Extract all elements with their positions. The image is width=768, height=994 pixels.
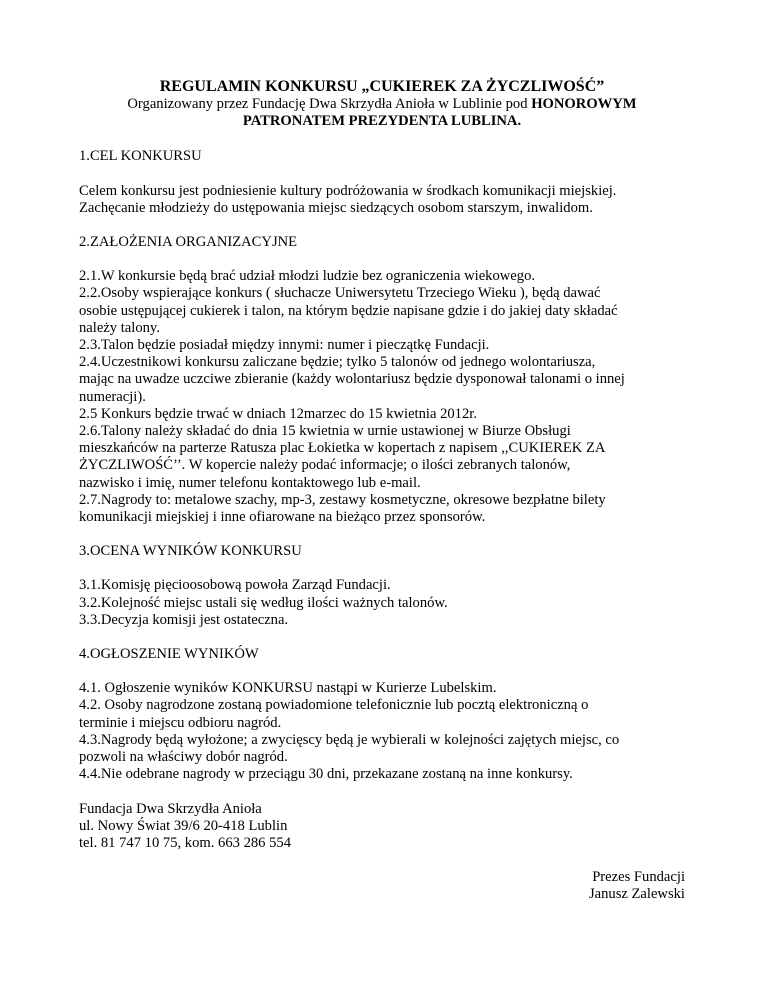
paragraph-line: należy talony.: [79, 319, 160, 336]
paragraph-line: komunikacji miejskiej i inne ofiarowane na bieżąco przez sponsorów.: [79, 509, 486, 526]
paragraph-line: 3.3.Decyzja komisji jest ostateczna.: [79, 611, 289, 628]
paragraph-line: 2.6.Talony należy składać do dnia 15 kwietnia w urnie ustawionej w Biurze Obsługi: [79, 423, 571, 440]
subtitle-patronage: HONOROWYM PATRONATEM PREZYDENTA LUBLINA.: [242, 96, 637, 130]
section-heading: 3.OCENA WYNIKÓW KONKURSU: [79, 543, 302, 560]
section-evaluation: [79, 543, 685, 629]
paragraph-line: mieszkańców na parterze Ratusza plac Łokietka w kopertach z napisem ,,CUKIEREK ZA: [79, 440, 606, 457]
signature-block: [589, 869, 685, 903]
paragraph-line: 2.1.W konkursie będą brać udział młodzi ludzie bez ograniczenia wiekowego.: [79, 268, 536, 285]
document-page: [79, 78, 685, 903]
foundation-address: [79, 801, 685, 853]
paragraph-line: mając na uwadze uczciwe zbieranie (każdy wolontariusz będzie dysponował talonami o innej: [79, 371, 625, 388]
paragraph-line: Zachęcanie młodzieży do ustępowania miejsc siedzących osobom starszym, inwalidom.: [79, 199, 593, 216]
paragraph-line: 4.4.Nie odebrane nagrody w przeciągu 30 dni, przekazane zostaną na inne konkursy.: [79, 766, 573, 783]
paragraph-line: numeracji).: [79, 388, 146, 405]
paragraph-line: 4.2. Osoby nagrodzone zostaną powiadomione telefonicznie lub pocztą elektroniczną o: [79, 697, 589, 714]
address-line: Fundacja Dwa Skrzydła Anioła: [79, 800, 262, 817]
document-title: REGULAMIN KONKURSU „CUKIEREK ZA ŻYCZLIWOŚĆ”: [159, 78, 605, 95]
address-line: tel. 81 747 10 75, kom. 663 286 554: [79, 834, 292, 851]
paragraph-line: 3.2.Kolejność miejsc ustali się według ilości ważnych talonów.: [79, 594, 448, 611]
paragraph-line: osobie ustępującej cukierek i talon, na którym będzie napisane gdzie i do jakiej daty składać: [79, 302, 618, 319]
section-announcement: [79, 646, 685, 783]
paragraph-line: pozwoli na właściwy dobór nagród.: [79, 749, 288, 766]
paragraph-line: terminie i miejscu odbioru nagród.: [79, 714, 282, 731]
address-line: ul. Nowy Świat 39/6 20-418 Lublin: [79, 817, 288, 834]
section-heading: 1.CEL KONKURSU: [79, 148, 202, 165]
paragraph-line: 2.3.Talon będzie posiadał między innymi: numer i pieczątkę Fundacji.: [79, 337, 490, 354]
paragraph-line: 2.2.Osoby wspierające konkurs ( słuchacze Uniwersytetu Trzeciego Wieku ), będą dawać: [79, 285, 601, 302]
paragraph-line: nazwisko i imię, numer telefonu kontaktowego lub e-mail.: [79, 474, 421, 491]
subtitle-organizer: Organizowany przez Fundację Dwa Skrzydła Anioła w Lublinie pod: [127, 96, 532, 112]
paragraph-line: 2.4.Uczestnikowi konkursu zaliczane będzie; tylko 5 talonów od jednego wolontariusza,: [79, 354, 596, 371]
signature-role: Prezes Fundacji: [592, 869, 685, 886]
section-goal: [79, 148, 685, 217]
paragraph-line: 2.7.Nagrody to: metalowe szachy, mp-3, zestawy kosmetyczne, okresowe bezpłatne bilety: [79, 491, 606, 508]
paragraph-line: 4.1. Ogłoszenie wyników KONKURSU nastąpi w Kurierze Lubelskim.: [79, 680, 497, 697]
paragraph-line: 4.3.Nagrody będą wyłożone; a zwycięscy będą je wybierali w kolejności zajętych miejsc, co: [79, 731, 620, 748]
paragraph-line: Celem konkursu jest podniesienie kultury podróżowania w środkach komunikacji miejskiej.: [79, 182, 617, 199]
signature-name: Janusz Zalewski: [588, 886, 685, 903]
section-heading: 2.ZAŁOŻENIA ORGANIZACYJNE: [79, 234, 298, 251]
paragraph-line: 3.1.Komisję pięcioosobową powoła Zarząd Fundacji.: [79, 577, 391, 594]
section-heading: 4.OGŁOSZENIE WYNIKÓW: [79, 646, 259, 663]
paragraph-line: ŻYCZLIWOŚĆ’’. W kopercie należy podać informacje; o ilości zebranych talonów,: [79, 457, 571, 474]
section-organization: [79, 234, 685, 526]
document-subtitle: [79, 96, 685, 130]
paragraph-line: 2.5 Konkurs będzie trwać w dniach 12marzec do 15 kwietnia 2012r.: [79, 405, 477, 422]
